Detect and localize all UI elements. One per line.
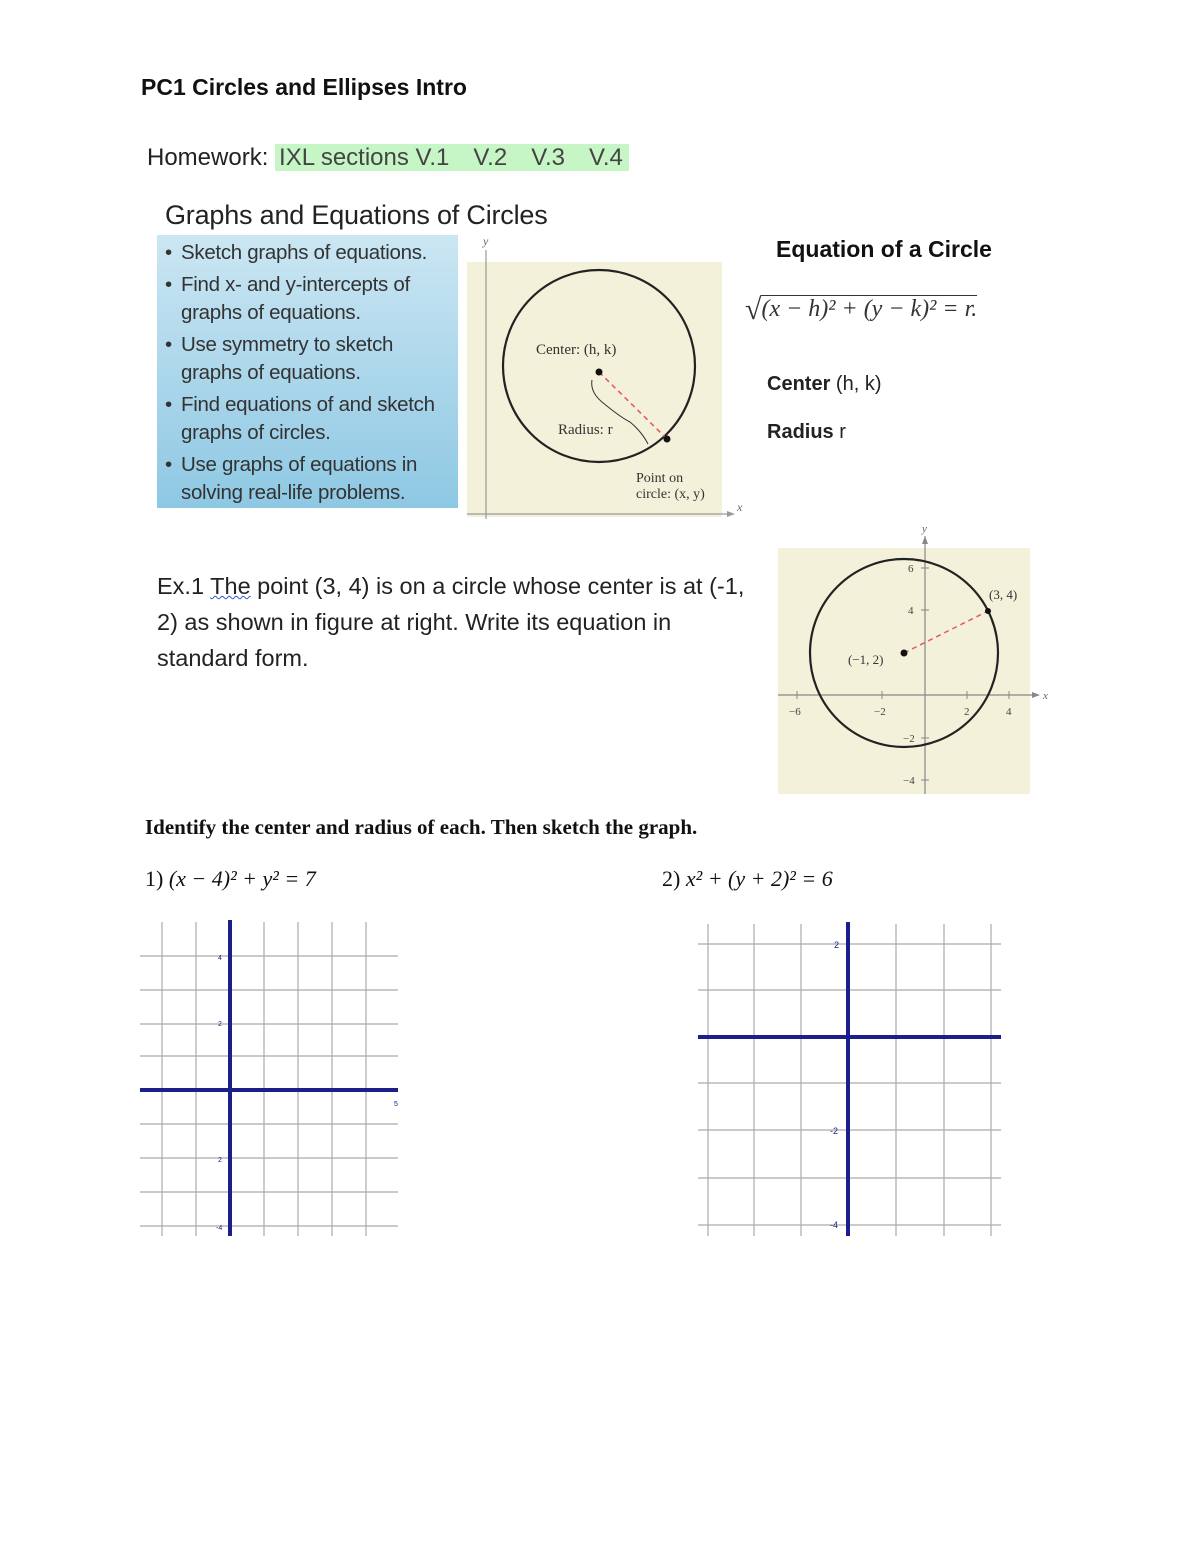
y-tick-label: −2 — [903, 733, 915, 745]
circle-diagram — [462, 232, 747, 522]
radius-value: r — [833, 421, 846, 443]
tick-label: -2 — [830, 1126, 839, 1136]
homework-section-1: IXL sections V.1 — [279, 144, 450, 171]
tick-label: 2 — [218, 1021, 222, 1028]
tick-label: 2 — [218, 1157, 222, 1164]
objective-item: • Use symmetry to sketch graphs of equations. — [163, 331, 454, 387]
center-value: (h, k) — [830, 373, 882, 395]
center-label: Center — [767, 373, 831, 395]
example-prefix: Ex.1 — [157, 573, 211, 599]
example-1-text — [157, 568, 757, 676]
radius-label: Radius: r — [558, 422, 613, 438]
x-tick-label: 4 — [1006, 706, 1012, 718]
example-circle-graph — [776, 522, 1056, 796]
tick-label: 5 — [394, 1101, 398, 1108]
y-axis-label: y — [483, 234, 489, 248]
grid-lines — [140, 922, 398, 1236]
problem-equation: x² + (y + 2)² = 6 — [685, 866, 833, 891]
tick-label: 2 — [834, 940, 840, 950]
problem-equation: (x − 4)² + y² = 7 — [168, 866, 316, 891]
point-label: (3, 4) — [989, 587, 1018, 602]
tick-label: -4 — [830, 1220, 839, 1230]
point-label-line2: circle: (x, y) — [636, 487, 705, 502]
formula-text: (x − h)² + (y − k)² = r. — [761, 296, 978, 322]
tick-label: 4 — [218, 955, 222, 962]
x-tick-label: −2 — [874, 706, 886, 718]
y-tick-label: 4 — [908, 605, 914, 617]
section-title: Graphs and Equations of Circles — [165, 200, 548, 230]
y-axis-label: y — [922, 523, 927, 535]
center-label: (−1, 2) — [848, 652, 884, 667]
homework-line — [147, 141, 629, 175]
tick-label: -4 — [216, 1225, 223, 1232]
point-label-line1: Point on — [636, 471, 684, 486]
circle-point — [985, 608, 991, 614]
sqrt-symbol: √ — [745, 293, 762, 326]
x-axis-label: x — [1043, 690, 1048, 702]
y-tick-label: 6 — [908, 563, 914, 575]
x-tick-label: 2 — [964, 706, 970, 718]
problem-1 — [145, 866, 316, 892]
center-label: Center: (h, k) — [536, 342, 617, 358]
radius-label: Radius — [767, 421, 834, 443]
homework-sections-highlight — [275, 144, 629, 171]
graph-grid-2[interactable] — [696, 920, 1006, 1240]
example-body: point (3, 4) is on a circle whose center is at (-1, 2) as shown in figure at right. Write its equation in standard form. — [157, 573, 745, 671]
center-point — [901, 650, 908, 657]
homework-section-3: V.3 — [531, 144, 566, 171]
objective-item: • Find x- and y-intercepts of graphs of equations. — [163, 271, 454, 327]
problem-number: 2) — [662, 866, 681, 891]
y-axis-arrow — [922, 536, 928, 544]
radius-line — [767, 421, 846, 444]
problem-number: 1) — [145, 866, 164, 891]
page-title: PC1 Circles and Ellipses Intro — [141, 74, 467, 100]
x-tick-label: −6 — [789, 706, 801, 718]
x-axis-arrow — [1032, 692, 1040, 698]
objectives-box — [157, 235, 458, 508]
center-line — [767, 373, 881, 396]
homework-section-4: V.4 — [589, 144, 623, 171]
equation-title: Equation of a Circle — [776, 236, 992, 262]
center-point — [596, 369, 603, 376]
figure-background — [778, 548, 1030, 794]
x-axis-arrow — [727, 511, 735, 517]
graph-grid-1[interactable] — [140, 920, 402, 1240]
problem-2 — [662, 866, 833, 892]
objective-item: • Sketch graphs of equations. — [163, 239, 454, 267]
objective-item: • Use graphs of equations in solving real-life problems. — [163, 451, 454, 507]
circle-point — [664, 436, 671, 443]
homework-label: Homework: — [147, 144, 276, 171]
x-axis-label: x — [737, 500, 743, 514]
y-tick-label: −4 — [903, 775, 915, 787]
instructions: Identify the center and radius of each. Then sketch the graph. — [145, 815, 698, 839]
objective-item: • Find equations of and sketch graphs of circles. — [163, 391, 454, 447]
circle-formula — [745, 290, 977, 324]
homework-section-2: V.2 — [473, 144, 508, 171]
example-the: The — [210, 573, 251, 599]
